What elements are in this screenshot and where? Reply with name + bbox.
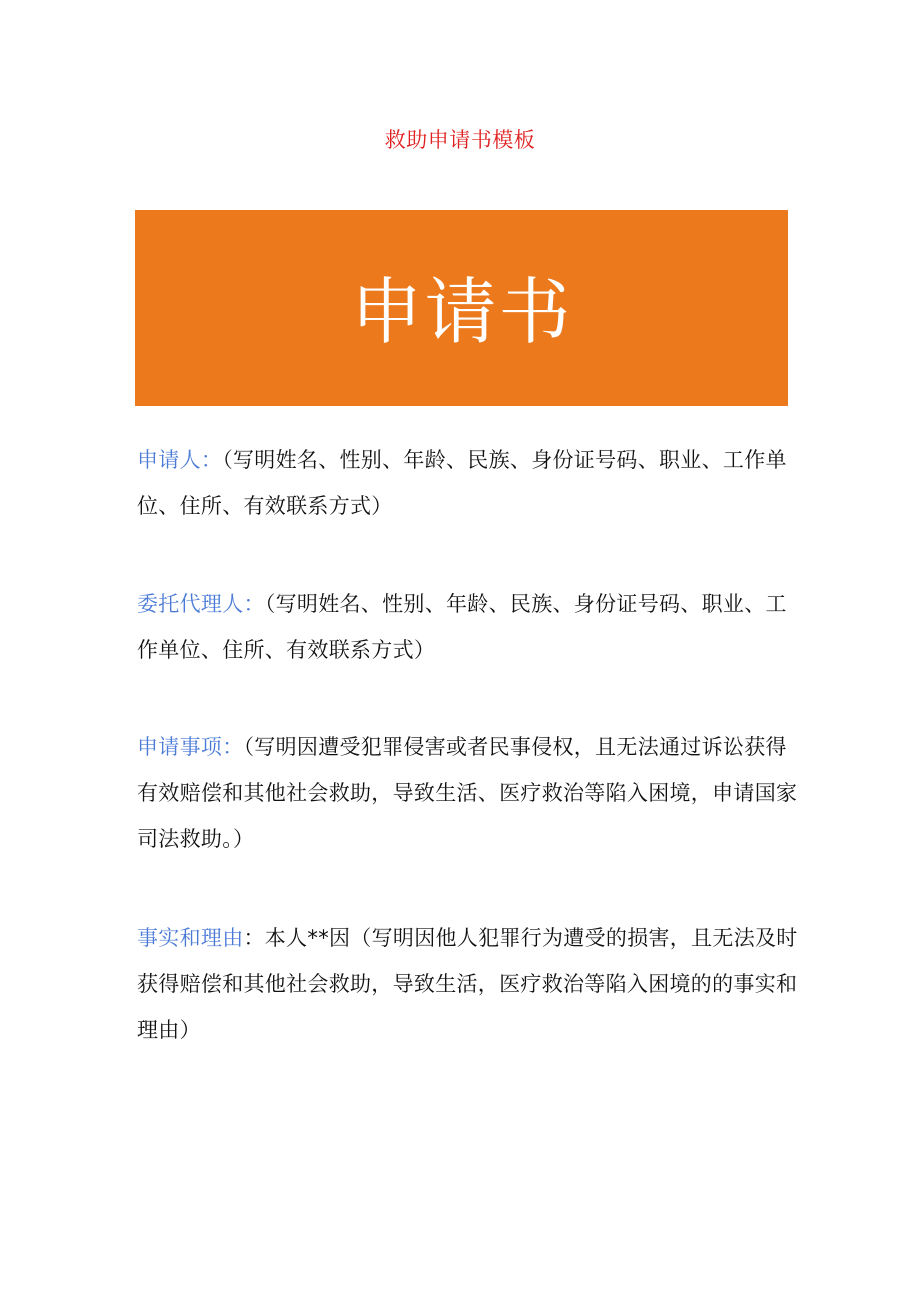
section-text: （写明因遭受犯罪侵害或者民事侵权，且无法通过诉讼获得有效赔偿和其他社会救助，导致生活、医疗救治等陷入困境，申请国家司法救助。） — [137, 735, 798, 851]
document-title: 救助申请书模板 — [384, 128, 536, 152]
section-label: 申请事项： — [137, 735, 244, 759]
section-request — [137, 724, 807, 862]
section-text: ：本人**因（写明因他人犯罪行为遭受的损害，且无法及时获得赔偿和其他社会救助，导致生活，医疗救治等陷入困境的的事实和理由） — [137, 926, 798, 1042]
section-text: （写明姓名、性别、年龄、民族、身份证号码、职业、工作单位、住所、有效联系方式） — [137, 592, 787, 662]
banner-text: 申请书 — [350, 270, 573, 354]
section-facts-reasons — [137, 915, 807, 1053]
section-label: 事实和理由 — [137, 926, 244, 950]
section-applicant — [137, 437, 807, 529]
section-label: 委托代理人： — [137, 592, 265, 616]
title-banner — [135, 210, 788, 406]
section-text: （写明姓名、性别、年龄、民族、身份证号码、职业、工作单位、住所、有效联系方式） — [137, 448, 787, 518]
section-agent — [137, 581, 807, 673]
section-label: 申请人： — [137, 448, 223, 472]
